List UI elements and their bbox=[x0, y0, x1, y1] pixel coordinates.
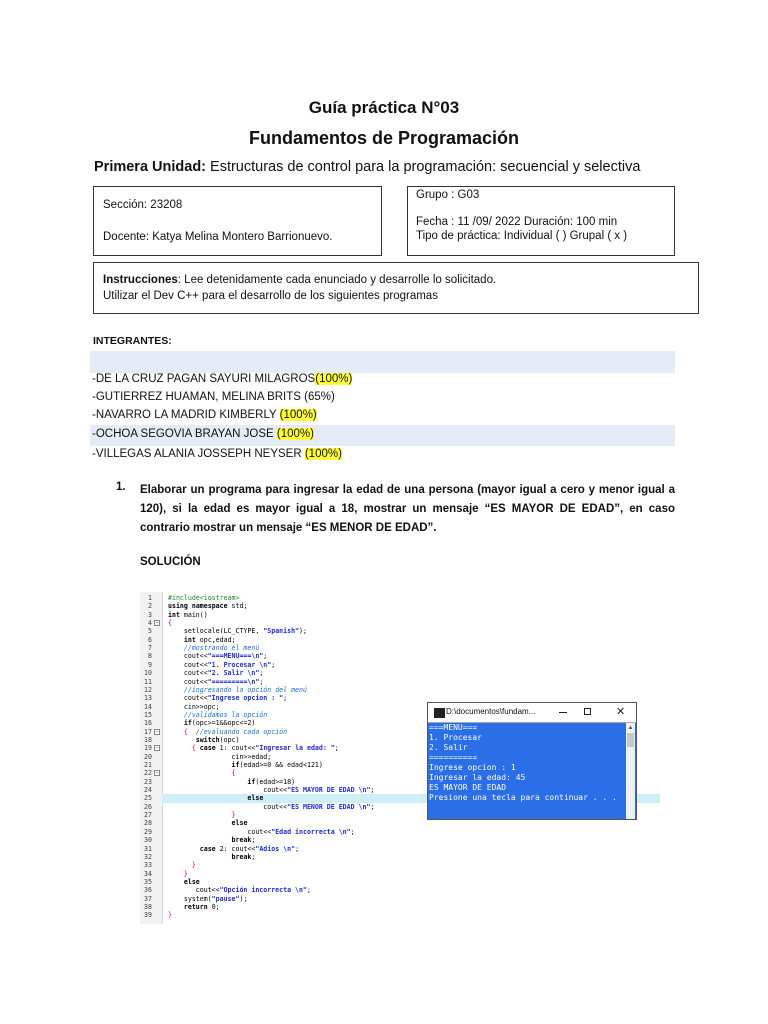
code-line: //validamos la opción bbox=[183, 710, 268, 719]
line-number: 14 bbox=[144, 702, 152, 711]
line-number: 10 bbox=[144, 669, 152, 678]
line-number: 2 bbox=[148, 602, 152, 611]
question-text: Elaborar un programa para ingresar la edad de una persona (mayor igual a cero y menor igual a 120), si la edad es mayor igual a 18, mostrar un mensaje “ES MAYOR DE EDAD”, en caso contrario mostrar un mensaje “ES MENOR DE EDAD”. bbox=[140, 484, 675, 534]
line-number: 25 bbox=[144, 794, 152, 803]
fold-toggle-icon[interactable]: − bbox=[155, 745, 159, 752]
member-pct: (100%) bbox=[304, 448, 342, 460]
minimize-icon[interactable] bbox=[559, 712, 567, 713]
code-line: else bbox=[183, 877, 200, 886]
code-line: cout<<"Ingrese opcion : "; bbox=[168, 694, 288, 703]
docente-text: Docente: Katya Melina Montero Barrionuevo. bbox=[103, 231, 333, 243]
code-line: cout<<"Opción incorrecta \n"; bbox=[168, 886, 311, 895]
code-line: cout<<"=========\n"; bbox=[168, 677, 264, 686]
code-line: } bbox=[168, 911, 172, 920]
console-output: ===MENU=== 1. Procesar 2. Salir ========== Ingrese opcion : 1 Ingresar la edad: 45 ES MAYOR DE EDAD Presione una tecla para continuar . . . bbox=[429, 723, 617, 802]
seccion-text: Sección: 23208 bbox=[103, 199, 183, 211]
line-number: 12 bbox=[144, 685, 152, 694]
line-number: 31 bbox=[144, 844, 152, 853]
code-line: { //evaluando cada opción bbox=[183, 727, 288, 736]
member-row bbox=[92, 409, 317, 421]
instructions-label: Instrucciones bbox=[103, 274, 178, 286]
line-number: 36 bbox=[144, 886, 152, 895]
page-title: Guía práctica N°03 bbox=[308, 98, 460, 117]
line-number: 21 bbox=[144, 761, 152, 769]
integrantes-title: INTEGRANTES: bbox=[93, 335, 172, 347]
member-pct: (100%) bbox=[276, 428, 314, 440]
member-row bbox=[92, 448, 342, 460]
scroll-up-icon[interactable]: ▲ bbox=[627, 725, 634, 731]
code-line: case 2: cout<<"Adios \n"; bbox=[199, 844, 300, 853]
line-number: 23 bbox=[144, 777, 152, 786]
member-name: -OCHOA SEGOVIA BRAYAN JOSE bbox=[92, 428, 277, 440]
line-number: 18 bbox=[144, 735, 152, 744]
console-scrollbar[interactable] bbox=[626, 723, 635, 819]
code-line: //ingresando la opción del menú bbox=[183, 685, 307, 694]
line-number: 33 bbox=[144, 861, 152, 870]
line-number: 4 bbox=[148, 619, 152, 628]
maximize-icon[interactable] bbox=[584, 708, 591, 715]
line-number: 38 bbox=[144, 902, 152, 911]
code-line: setlocale(LC_CTYPE, "Spanish"); bbox=[168, 627, 307, 636]
code-line: switch(opc) bbox=[195, 735, 240, 744]
code-line: else bbox=[231, 819, 248, 828]
line-number: 8 bbox=[148, 652, 152, 661]
code-line: else bbox=[247, 794, 264, 803]
line-number: 16 bbox=[144, 719, 152, 728]
solution-label: SOLUCIÓN bbox=[140, 556, 201, 568]
code-line: cout<<"===MENU===\n"; bbox=[168, 652, 268, 661]
member-row bbox=[92, 391, 335, 403]
member-pct: (100%) bbox=[279, 409, 317, 421]
group-box bbox=[407, 186, 675, 256]
line-number: 26 bbox=[144, 802, 152, 811]
fold-toggle-icon[interactable]: − bbox=[155, 770, 159, 777]
line-number: 9 bbox=[148, 660, 152, 669]
member-row bbox=[92, 428, 314, 440]
code-line: cout<<"1. Procesar \n"; bbox=[168, 660, 276, 669]
line-number: 13 bbox=[144, 694, 152, 703]
code-line: //mostrando el menú bbox=[183, 644, 260, 653]
unit-label: Primera Unidad: bbox=[94, 159, 206, 175]
code-line: { case 1: cout<<"Ingresar la edad: "; bbox=[191, 744, 339, 753]
code-line: cin>>opc; bbox=[168, 702, 220, 711]
member-name: -NAVARRO LA MADRID KIMBERLY bbox=[92, 409, 280, 421]
instructions-box bbox=[93, 262, 699, 314]
code-line: cout<<"ES MENOR DE EDAD \n"; bbox=[168, 802, 375, 811]
line-number: 20 bbox=[144, 752, 152, 761]
code-line: } bbox=[191, 861, 196, 870]
code-line: cout<<"2. Salir \n"; bbox=[168, 669, 264, 678]
member-name: -DE LA CRUZ PAGAN SAYURI MILAGROS bbox=[92, 373, 316, 385]
line-number: 19 bbox=[144, 744, 152, 753]
line-number: 35 bbox=[144, 877, 152, 886]
code-line: int main() bbox=[168, 610, 208, 619]
line-number: 27 bbox=[144, 811, 152, 820]
instructions-line-2: Utilizar el Dev C++ para el desarrollo de los siguientes programas bbox=[103, 290, 438, 302]
line-number: 17 bbox=[144, 727, 152, 736]
fecha-text: Fecha : 11 /09/ 2022 Duración: 100 min bbox=[416, 216, 618, 228]
code-line: using namespace std; bbox=[168, 602, 248, 611]
code-line: break; bbox=[231, 836, 256, 845]
line-number: 32 bbox=[144, 852, 152, 861]
tipo-text: Tipo de práctica: Individual ( ) Grupal ( x ) bbox=[416, 230, 628, 242]
code-line: } bbox=[183, 869, 188, 878]
unit-line bbox=[94, 159, 640, 175]
instructions-text: : Lee detenidamente cada enunciado y desarrolle lo solicitado. bbox=[177, 274, 497, 286]
line-number: 11 bbox=[144, 677, 152, 686]
line-number: 30 bbox=[144, 836, 152, 845]
code-line: system("pause"); bbox=[168, 894, 248, 903]
fold-toggle-icon[interactable]: − bbox=[155, 728, 159, 735]
table-band bbox=[90, 351, 675, 373]
line-number: 3 bbox=[148, 610, 152, 619]
grupo-text: Grupo : G03 bbox=[416, 189, 480, 201]
code-line: if(opc>=1&&opc<=2) bbox=[183, 719, 256, 728]
line-number: 37 bbox=[144, 894, 152, 903]
line-number: 39 bbox=[144, 911, 152, 920]
member-name: -VILLEGAS ALANIA JOSSEPH NEYSER bbox=[92, 448, 305, 460]
close-icon[interactable]: ✕ bbox=[616, 706, 626, 718]
console-title: D:\documentos\fundam... bbox=[446, 707, 536, 716]
code-line: break; bbox=[231, 852, 256, 861]
console-window bbox=[427, 702, 637, 820]
section-box bbox=[93, 186, 382, 256]
instructions-line-1 bbox=[103, 272, 496, 288]
member-row bbox=[92, 373, 352, 385]
code-line: if(edad>=18) bbox=[247, 777, 296, 786]
code-line: { bbox=[168, 619, 172, 628]
code-line: if(edad>=0 && edad<121) bbox=[231, 761, 323, 769]
line-number: 24 bbox=[144, 786, 152, 795]
code-line: } bbox=[231, 811, 236, 820]
line-number: 34 bbox=[144, 869, 152, 878]
console-titlebar bbox=[428, 703, 636, 723]
code-line: return 0; bbox=[183, 902, 220, 911]
code-line: cout<<"ES MAYOR DE EDAD \n"; bbox=[168, 786, 375, 795]
member-name: -GUTIERREZ HUAMAN, MELINA BRITS bbox=[92, 391, 305, 403]
line-number: 1 bbox=[148, 594, 152, 602]
line-number: 22 bbox=[144, 769, 152, 778]
code-line: cin>>edad; bbox=[168, 752, 272, 761]
code-line: #include<iostream> bbox=[168, 594, 240, 602]
line-number: 6 bbox=[148, 635, 152, 644]
member-pct: (100%) bbox=[315, 373, 353, 385]
line-number: 29 bbox=[144, 827, 152, 836]
code-line: { bbox=[231, 769, 236, 778]
line-number: 7 bbox=[148, 644, 152, 653]
fold-toggle-icon[interactable]: − bbox=[155, 620, 159, 627]
line-number: 15 bbox=[144, 710, 152, 719]
code-line: int opc,edad; bbox=[183, 635, 236, 644]
page-subtitle: Fundamentos de Programación bbox=[248, 128, 520, 148]
question-number: 1. bbox=[116, 481, 126, 493]
unit-text: Estructuras de control para la programación: secuencial y selectiva bbox=[210, 159, 641, 175]
scroll-thumb[interactable] bbox=[627, 733, 634, 747]
line-number: 28 bbox=[144, 819, 152, 828]
line-number: 5 bbox=[148, 627, 152, 636]
member-pct: (65%) bbox=[304, 391, 335, 403]
console-app-icon bbox=[434, 708, 445, 718]
code-line: cout<<"Edad incorrecta \n"; bbox=[168, 827, 355, 836]
